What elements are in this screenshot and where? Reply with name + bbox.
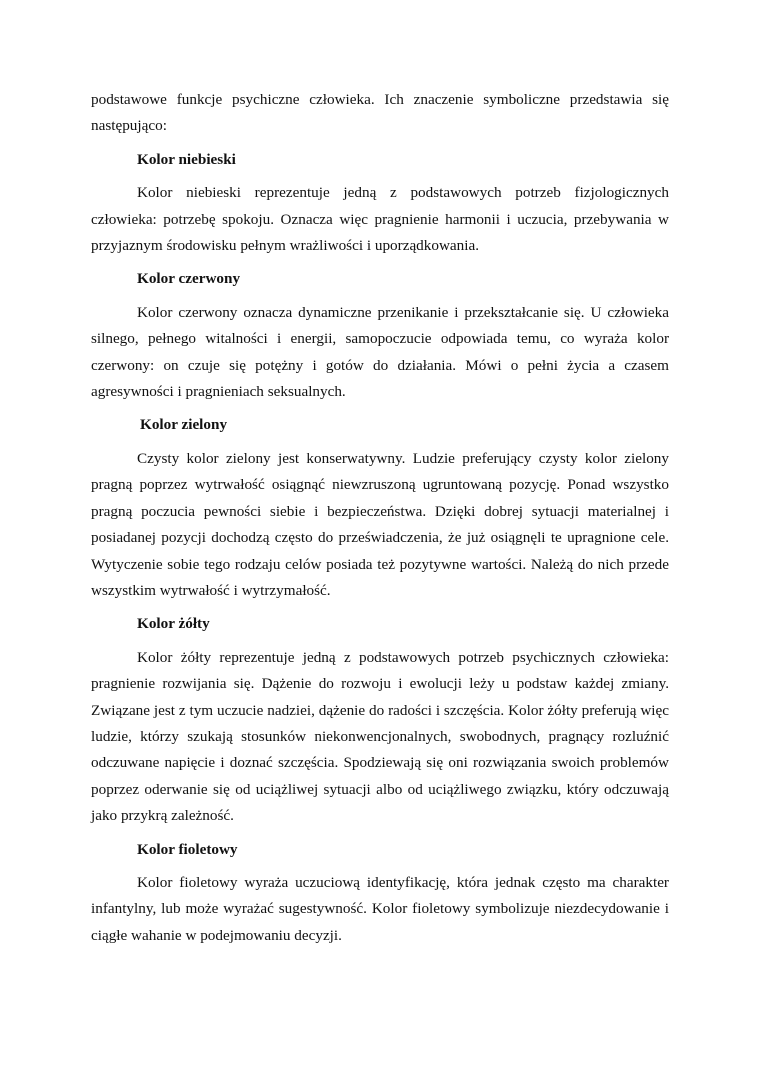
- heading-red: Kolor czerwony: [137, 270, 241, 288]
- document-body: [91, 87, 669, 956]
- heading-violet: Kolor fioletowy: [137, 840, 238, 858]
- paragraph-green: Czysty kolor zielony jest konserwatywny. Ludzie preferujący czysty kolor zielony pragną poprzez wytrwałość osiągnąć niewzruszoną ugruntowaną pozycję. Ponad wszystko pragną poczucia pewności siebie i bezpieczeństwa. Dzięki dobrej sytuacji materialnej i posiadanej pozycji dochodzą często do przeświadczenia, że już osiągnęli te upragnione cele. Wytyczenie sobie tego rodzaju celów posiada też pozytywne wartości. Należą do nich przede wszystkim wytrwałość i wytrzymałość.: [91, 449, 669, 599]
- paragraph-violet: Kolor fioletowy wyraża uczuciową identyfikację, która jednak często ma charakter infantylny, lub może wyrażać sugestywność. Kolor fioletowy symbolizuje niezdecydowanie i ciągłe wahanie w podejmowaniu decyzji.: [91, 873, 669, 944]
- heading-blue: Kolor niebieski: [137, 150, 236, 168]
- heading-yellow: Kolor żółty: [137, 615, 210, 633]
- intro-paragraph: podstawowe funkcje psychiczne człowieka. Ich znaczenie symboliczne przedstawia się następująco:: [91, 91, 669, 135]
- paragraph-red: Kolor czerwony oznacza dynamiczne przenikanie i przekształcanie się. U człowieka silnego, pełnego witalności i energii, samopoczucie odpowiada temu, co wyraża kolor czerwony: on czuje się potężny i gotów do działania. Mówi o pełni życia a czasem agresywności i pragnieniach seksualnych.: [91, 303, 669, 401]
- paragraph-yellow: Kolor żółty reprezentuje jedną z podstawowych potrzeb psychicznych człowieka: pragnienie rozwijania się. Dążenie do rozwoju i ewolucji leży u podstaw każdej zmiany. Związane jest z tym uczucie nadziei, dążenie do radości i szczęścia. Kolor żółty preferują więc ludzie, którzy szukają stosunków niekonwencjonalnych, swobodnych, pragnący rozluźnić odczuwane napięcie i doznać szczęścia. Spodziewają się oni rozwiązania swoich problemów poprzez oderwanie się od uciążliwej sytuacji albo od uciążliwego związku, który odczuwają jako przykrą zależność.: [91, 648, 669, 825]
- heading-green: Kolor zielony: [140, 416, 228, 434]
- paragraph-blue: Kolor niebieski reprezentuje jedną z podstawowych potrzeb fizjologicznych człowieka: potrzebę spokoju. Oznacza więc pragnienie harmonii i uczucia, przebywania w przyjaznym środowisku pełnym wrażliwości i uporządkowania.: [91, 184, 669, 255]
